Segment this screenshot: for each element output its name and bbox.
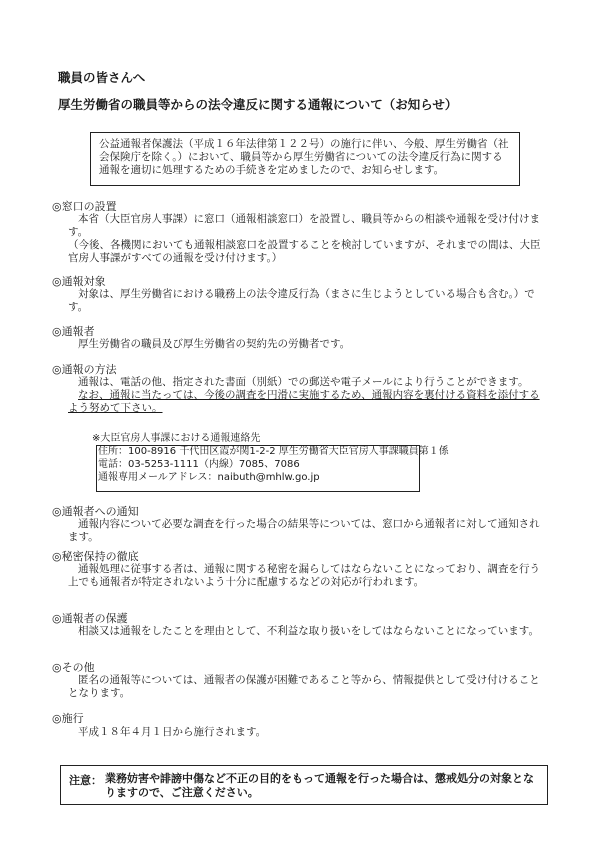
section-title-protection: ◎通報者の保護: [52, 612, 128, 625]
window-text-1: 本省（大臣官房人事課）に窓口（通報相談窓口）を設置し、職員等からの相談や通報を受け付けます。: [68, 213, 540, 238]
section-title-notification: ◎通報者への通知: [52, 505, 139, 518]
intro-text: 公益通報者保護法（平成１６年法律第１２２号）の施行に伴い、今般、厚生労働省（社会保険庁を除く。）において、職員等から厚生労働省についての法令違反行為に関する通報を適切に処理するための手続きを定めましたので、お知らせします。: [99, 138, 509, 176]
page-title: 厚生労働省の職員等からの法令違反に関する通報について（お知らせ）: [58, 97, 458, 112]
window-text-2: （今後、各機関においても通報相談窓口を設置することを検討していますが、それまでの間は、大臣官房人事課がすべての通報を受け付けます。）: [68, 239, 541, 264]
section-body-protection: [68, 625, 546, 638]
method-text-1: 通報は、電話の他、指定された書面（別紙）での郵送や電子メールにより行うことができます。: [78, 376, 529, 388]
method-text-2: なお、通報に当たっては、今後の調査を円滑に実施するため、通報内容を裏付ける資料を添付するよう努めて下さい。: [68, 389, 540, 414]
contact-address: 住所：100-8916 千代田区霞が関1-2-2 厚生労働省大臣官房人事課職員第１係: [98, 446, 449, 457]
section-title-target: ◎通報対象: [52, 275, 106, 288]
section-title-window: ◎窓口の設置: [52, 200, 117, 213]
greeting-heading: 職員の皆さんへ: [58, 70, 146, 85]
protection-text: 相談又は通報をしたことを理由として、不利益な取り扱いをしてはならないことになっています。: [78, 625, 539, 637]
contact-heading: ※大臣官房人事課における通報連絡先: [92, 433, 261, 444]
section-body-confidentiality: [68, 563, 546, 589]
section-body-enforcement: [68, 726, 546, 739]
target-text: 対象は、厚生労働省における職務上の法令違反行為（まさに生じようとしている場合も含む。）です。: [68, 288, 535, 313]
contact-phone: 電話：03-5253-1111（内線）7085、7086: [98, 459, 300, 470]
section-body-reporter: [68, 338, 546, 351]
intro-box: [90, 132, 520, 186]
confidentiality-text: 通報処理に従事する者は、通報に関する秘密を漏らしてはならないことになっており、調査を行う上でも通報者が特定されないよう十分に配慮するなどの対応が行われます。: [68, 563, 540, 588]
contact-block: [92, 432, 452, 484]
section-title-method: ◎通報の方法: [52, 363, 117, 376]
section-body-method: [68, 376, 546, 415]
section-body-notification: [68, 518, 546, 544]
notice-label: 注意：: [69, 774, 102, 787]
section-title-reporter: ◎通報者: [52, 325, 95, 338]
section-body-target: [68, 288, 546, 314]
section-body-other: [68, 674, 546, 700]
other-text: 匿名の通報等については、通報者の保護が困難であること等から、情報提供として受け付けることとなります。: [68, 674, 540, 699]
contact-email[interactable]: 通報専用メールアドレス：naibuth@mhlw.go.jp: [98, 472, 320, 483]
section-title-confidentiality: ◎秘密保持の徹底: [52, 550, 139, 563]
reporter-text: 厚生労働省の職員及び厚生労働省の契約先の労働者です。: [78, 338, 351, 350]
section-title-enforcement: ◎施行: [52, 712, 84, 725]
section-body-window: [68, 213, 546, 265]
enforcement-text: 平成１８年４月１日から施行されます。: [78, 726, 267, 738]
section-title-other: ◎その他: [52, 661, 95, 674]
notice-box: [60, 765, 548, 805]
notice-text: 業務妨害や誹謗中傷など不正の目的をもって通報を行った場合は、懲戒処分の対象となりますので、ご注意ください。: [105, 772, 534, 799]
notification-text: 通報内容について必要な調査を行った場合の結果等については、窓口から通報者に対して通知されます。: [68, 518, 540, 543]
